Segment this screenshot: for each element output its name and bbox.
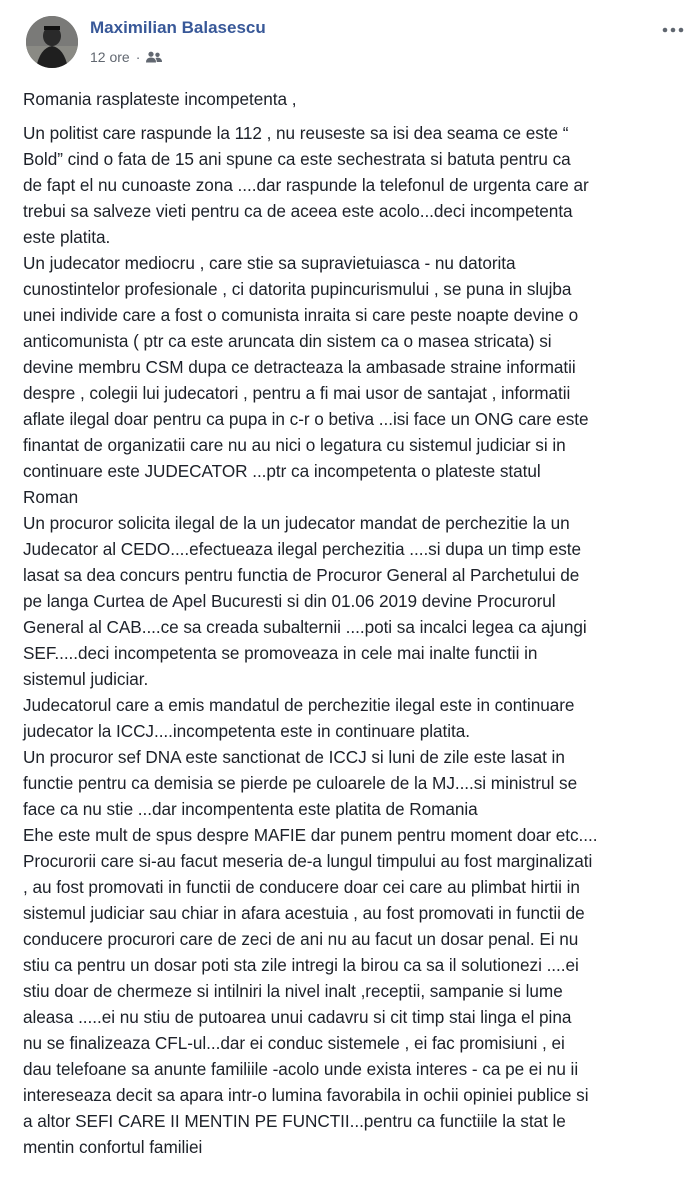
more-options-button[interactable] (660, 20, 686, 40)
post-text-line: trebui sa salveze vieti pentru ca de aceea este acolo...deci incompetenta (23, 201, 573, 221)
post-text-line: despre , colegii lui judecatori , pentru a fi mai usor de santajat , informatii (23, 383, 571, 403)
post-text-line: Un procuror solicita ilegal de la un judecator mandat de perchezitie la un (23, 513, 570, 533)
post-first-line: Romania rasplateste incompetenta , (23, 89, 297, 109)
post-text-line: continuare este JUDECATOR ...ptr ca incompetenta o plateste statul (23, 461, 541, 481)
more-horizontal-icon (660, 20, 686, 40)
post-text-line: conducere procurori care de zeci de ani nu au facut un dosar penal. Ei nu (23, 929, 579, 949)
post-text-line: este platita. (23, 227, 111, 247)
post-text-line: stiu ca pentru un dosar poti sta zile intregi la birou ca sa il solutionezi ....ei (23, 955, 579, 975)
meta-separator: · (135, 49, 141, 65)
post-text-line: Un procuror sef DNA este sanctionat de ICCJ si luni de zile este lasat in (23, 747, 565, 767)
post-text-line: Judecator al CEDO....efectueaza ilegal perchezitia ....si dupa un timp este (23, 539, 582, 559)
post-text-line: finantat de organizatii care nu au nici o legatura cu sistemul judiciar si in (23, 435, 566, 455)
post-text-line: Un judecator mediocru , care stie sa supravietuiasca - nu datorita (23, 253, 516, 273)
post-text-line: functie pentru ca demisia se pierde pe culoarele de la MJ....si ministrul se (23, 773, 578, 793)
post-text-line: SEF.....deci incompetenta se promoveaza in cele mai inalte functii in (23, 643, 538, 663)
post-text-line: de fapt el nu cunoaste zona ....dar raspunde la telefonul de urgenta care ar (23, 175, 589, 195)
post-text-line: General al CAB....ce sa creada subalternii ....poti sa incalci legea ca ajungi (23, 617, 587, 637)
post-text-line: sistemul judiciar. (23, 669, 149, 689)
post-text-line: mentin confortul familiei (23, 1137, 203, 1157)
post-text-line: intereseaza decit sa apara intr-o lumina favorabila in ochii opiniei publice si (23, 1085, 589, 1105)
post-text-line: nu se finalizeaza CFL-ul...dar ei conduc sistemele , ei fac promisiuni , ei (23, 1033, 565, 1053)
post-paragraphs (23, 120, 688, 1160)
author-name[interactable]: Maximilian Balasescu (90, 18, 266, 37)
post-text-line: unei individe care a fost o comunista inraita si care peste noapte devine o (23, 305, 579, 325)
post-text-line: Judecatorul care a emis mandatul de perchezitie ilegal este in continuare (23, 695, 575, 715)
post-text-line: Roman (23, 487, 79, 507)
post-text-line: Ehe este mult de spus despre MAFIE dar punem pentru moment doar etc.... (23, 825, 598, 845)
post-text-line: anticomunista ( ptr ca este aruncata din sistem ca o masea stricata) si (23, 331, 552, 351)
post-text-line: dau telefoane sa anunte familiile -acolo unde exista interes - ca pe ei nu ii (23, 1059, 579, 1079)
post-text-line: cunostintelor profesionale , ci datorita pupincurismului , se puna in slujba (23, 279, 572, 299)
post-text-line: , au fost promovati in functii de conducere doar cei care au plimbat hirtii in (23, 877, 580, 897)
post-meta (90, 49, 162, 65)
post-text-line: face ca nu stie ...dar incompententa este platita de Romania (23, 799, 478, 819)
avatar-photo-icon (26, 16, 78, 68)
post-text-line: sistemul judiciar sau chiar in afara acestuia , au fost promovati in functii de (23, 903, 585, 923)
post-text-line: aflate ilegal doar pentru ca pupa in c-r o betiva ...isi face un ONG care este (23, 409, 589, 429)
post-text-line: Un politist care raspunde la 112 , nu reuseste sa isi dea seama ce este “ (23, 123, 569, 143)
post-text-line: stiu doar de chermeze si intilniri la nivel inalt ,receptii, sampanie si lume (23, 981, 563, 1001)
post-text-line: aleasa .....ei nu stiu de putoarea unui cadavru si cit timp stai linga el pina (23, 1007, 572, 1027)
avatar[interactable] (26, 16, 78, 68)
post-body (23, 86, 688, 1160)
post-text-line: pe langa Curtea de Apel Bucuresti si din 01.06 2019 devine Procurorul (23, 591, 556, 611)
post-text-line: devine membru CSM dupa ce detracteaza la ambasade straine informatii (23, 357, 576, 377)
post-text-line: Bold” cind o fata de 15 ani spune ca este sechestrata si batuta pentru ca (23, 149, 571, 169)
post-timestamp[interactable]: 12 ore (90, 49, 130, 65)
post-header (26, 14, 700, 74)
post-text-line: judecator la ICCJ....incompetenta este in continuare platita. (23, 721, 470, 741)
friends-icon[interactable] (146, 51, 162, 63)
post-text-line: a altor SEFI CARE II MENTIN PE FUNCTII...pentru ca functiile la stat le (23, 1111, 566, 1131)
post-text-line: Procurorii care si-au facut meseria de-a lungul timpului au fost marginalizati (23, 851, 593, 871)
post-text-line: lasat sa dea concurs pentru functia de Procuror General al Parchetului de (23, 565, 580, 585)
